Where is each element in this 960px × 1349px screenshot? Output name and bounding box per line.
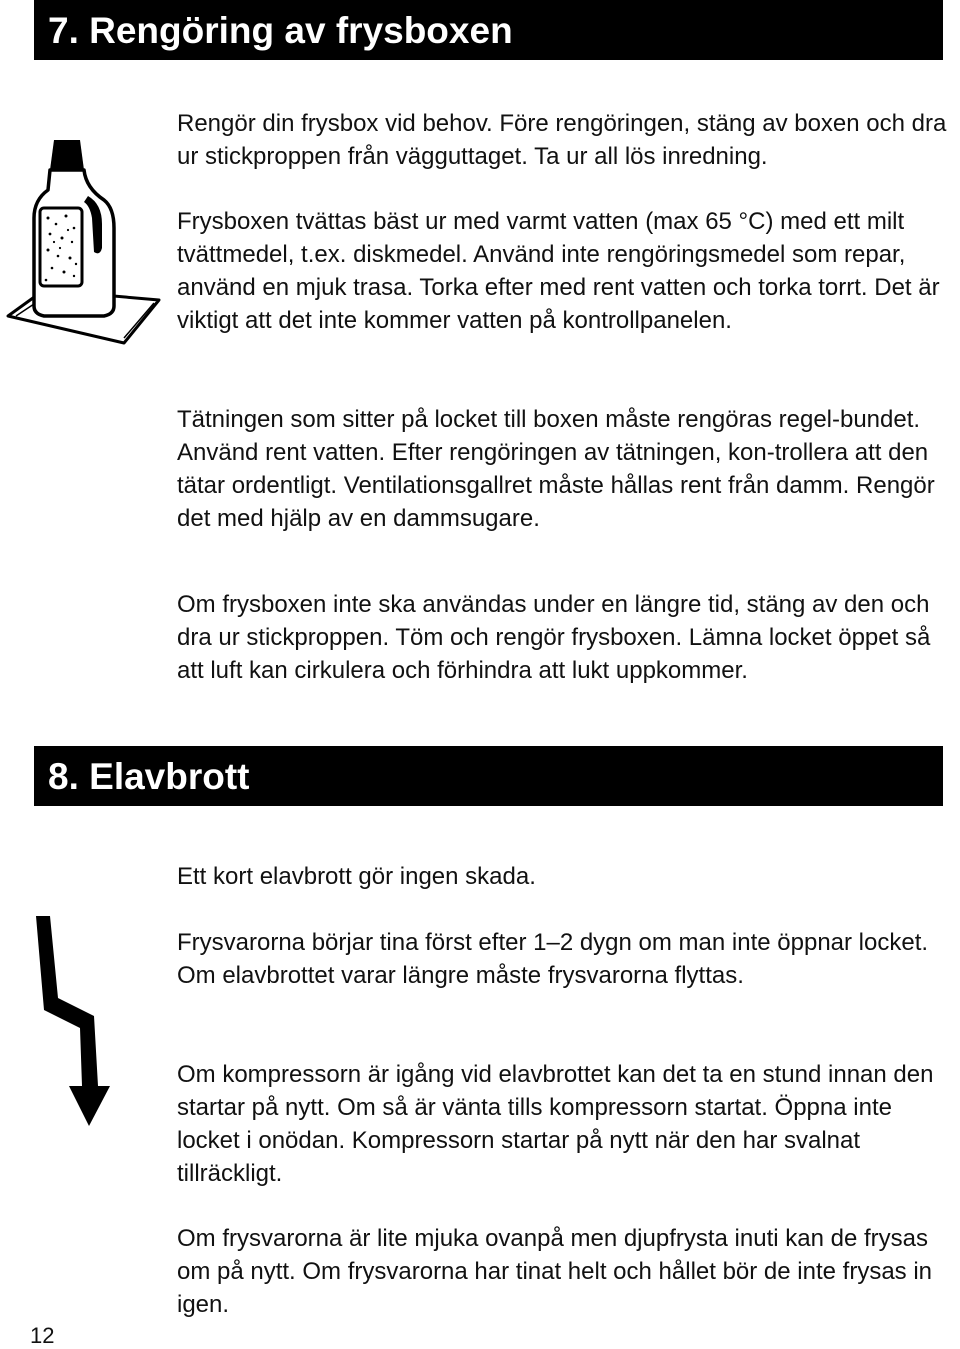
paragraph-7-4: Om frysboxen inte ska användas under en längre tid, stäng av den och dra ur stickproppen. Töm och rengör frysboxen. Lämna locket öppet så att luft kan cirkulera och förhindra att lukt uppkommer.: [177, 591, 931, 684]
section-8-title: [34, 746, 943, 806]
section-8-title-text: 8. Elavbrott: [48, 755, 250, 797]
paragraph-7-3: Tätningen som sitter på locket till boxen måste rengöras regel-bundet. Använd rent vatten. Efter rengöringen av tätningen, kon-trollera att den tätar ordentligt. Ventilationsgallret måste hållas rent från damm. Rengör det med hjälp av en dammsugare.: [177, 406, 935, 532]
page-number: 12: [30, 1323, 55, 1348]
paragraph-7-1: Rengör din frysbox vid behov. Före rengöringen, stäng av boxen och dra ur stickproppen från vägguttaget. Ta ur all lös inredning.: [177, 110, 947, 170]
section-7-title: [34, 0, 943, 60]
lightning-bolt-icon: [36, 916, 116, 1128]
paragraph-8-1: Ett kort elavbrott gör ingen skada.: [177, 863, 536, 890]
section-7-title-text: 7. Rengöring av frysboxen: [48, 9, 513, 51]
paragraph-7-2: Frysboxen tvättas bäst ur med varmt vatten (max 65 °C) med ett milt tvättmedel, t.ex. diskmedel. Använd inte rengöringsmedel som repar, använd en mjuk trasa. Torka efter med rent vatten och torka torrt. Det är viktigt att det inte kommer vatten på kontrollpanelen.: [177, 208, 940, 334]
paragraph-8-4: Om frysvarorna är lite mjuka ovanpå men djupfrysta inuti kan de frysas om på nytt. Om frysvarorna har tinat helt och hållet bör de inte frysas in igen.: [177, 1225, 933, 1318]
detergent-bottle-icon: [4, 138, 170, 350]
paragraph-8-2: Frysvarorna börjar tina först efter 1–2 dygn om man inte öppnar locket. Om elavbrottet varar längre måste frysvarorna flyttas.: [177, 929, 929, 989]
paragraph-8-3: Om kompressorn är igång vid elavbrottet kan det ta en stund innan den startar på nytt. Om så är vänta tills kompressorn startat. Öppna inte locket i onödan. Kompressorn startar på nytt när den har svalnat tillräckligt.: [177, 1061, 934, 1187]
